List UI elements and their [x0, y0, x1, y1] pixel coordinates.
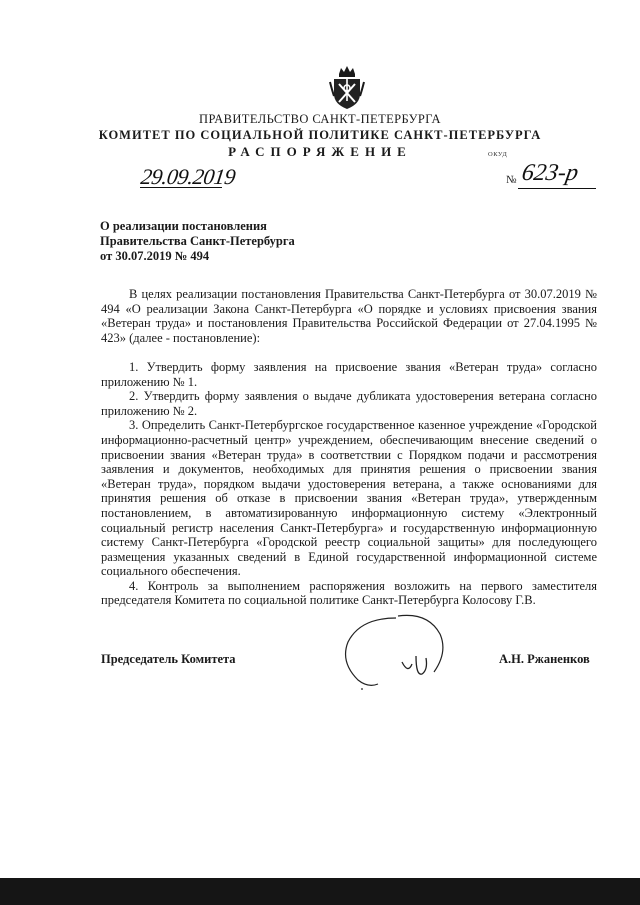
- body-item-2: 2. Утвердить форму заявления о выдаче дубликата удостоверения ветерана согласно приложению № 2.: [101, 389, 597, 418]
- subject-line: от 30.07.2019 № 494: [100, 249, 210, 263]
- date-underline: [140, 187, 222, 188]
- body-item-3: 3. Определить Санкт-Петербургское государственное казенное учреждение «Городской информационно-расчетный центр» учреждением, обеспечивающим внесение сведений о присвоении звания «Ветеран труда» в соответствии с Порядком подачи и рассмотрения заявления и документов, необходимых для принятия решения о присвоении звания «Ветеран труда», порядком выдачи удостоверения ветерана, а также основаниями для принятия решения об отказе в присвоении звания «Ветеран труда», утвержденным постановлением, в автоматизированную информационную систему «Электронный социальный регистр населения Санкт-Петербурга» и государственную информационную систему Санкт-Петербурга «Городской реестр социальной защиты» для последующего размещения указанных сведений в Единой государственной информационной системе социального обеспечения.: [101, 418, 597, 579]
- okud-label: ОКУД: [488, 151, 508, 158]
- body-item-1: 1. Утвердить форму заявления на присвоение звания «Ветеран труда» согласно приложению № 1.: [101, 359, 597, 389]
- signatory-name: А.Н. Ржаненков: [499, 652, 590, 666]
- committee-title: КОМИТЕТ ПО СОЦИАЛЬНОЙ ПОЛИТИКЕ САНКТ-ПЕТЕРБУРГА: [98, 128, 542, 142]
- government-title: ПРАВИТЕЛЬСТВО САНКТ-ПЕТЕРБУРГА: [199, 112, 441, 126]
- signatory-position: Председатель Комитета: [101, 652, 236, 666]
- body-item-4: 4. Контроль за выполнением распоряжения возложить на первого заместителя председателя Комитета по социальной политике Санкт-Петербурга Колосову Г.В.: [101, 578, 597, 608]
- document-number: 623-р: [519, 160, 581, 186]
- coat-of-arms-icon: [326, 64, 368, 112]
- document-subject: [100, 219, 360, 264]
- number-underline: [518, 188, 596, 189]
- document-body: [101, 287, 597, 608]
- subject-line: Правительства Санкт-Петербурга: [100, 234, 295, 248]
- number-label: №: [506, 174, 517, 186]
- document-type: РАСПОРЯЖЕНИЕ: [228, 144, 412, 159]
- document-date: 29.09.2019: [139, 164, 237, 189]
- subject-line: О реализации постановления: [100, 219, 267, 233]
- scan-border: [0, 878, 640, 905]
- handwritten-signature: [338, 612, 448, 692]
- body-intro: В целях реализации постановления Правительства Санкт-Петербурга от 30.07.2019 № 494 «О реализации Закона Санкт-Петербурга «О порядке и условиях присвоения звания «Ветеран труда» и постановления Правительства Российской Федерации от 27.04.1995 № 423» (далее - постановление):: [101, 287, 597, 345]
